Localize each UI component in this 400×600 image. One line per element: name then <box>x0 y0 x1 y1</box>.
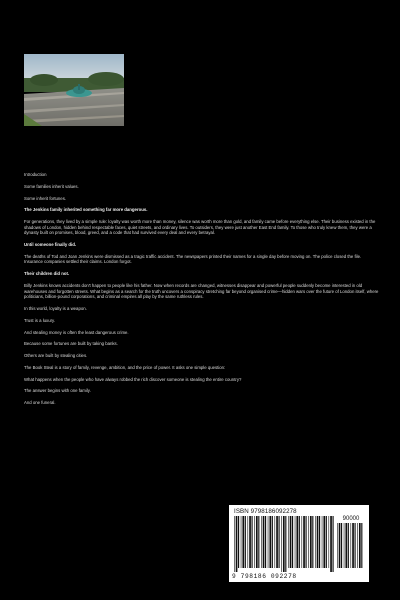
barcode-bar <box>330 516 332 572</box>
barcode-bar <box>361 523 362 568</box>
barcode-bar <box>302 516 303 568</box>
blurb-paragraph: Billy Jenkins knows accidents don't happen to people like his father. Now when records are changed, witnesses disappear and powerful people suddenly become interested in old warehouses and forgotten streets. What begins as a search for the truth uncovers a conspiracy stretching far beyond organised crime—hidden wars over the future of London itself, where politicians, billion-pound corporations, and criminal empires all play by the same ruthless rules. <box>24 283 379 300</box>
barcode-bar <box>269 516 271 568</box>
barcode-bar <box>357 523 358 568</box>
barcode-bar <box>275 516 276 568</box>
barcode-bar <box>319 516 320 568</box>
cover-photo-image <box>24 54 124 126</box>
barcode-bar <box>263 516 265 568</box>
barcode-bar <box>252 516 253 568</box>
barcode-bar <box>299 516 300 568</box>
barcode-bar <box>333 516 334 572</box>
barcode-bar <box>317 516 319 568</box>
barcode-bar <box>295 516 296 568</box>
barcode-bar <box>310 516 312 568</box>
barcode-bar <box>345 523 347 568</box>
barcode-bar <box>341 523 342 568</box>
barcode-bar <box>256 516 258 568</box>
price-code: 90000 <box>342 516 360 522</box>
blurb-paragraph: Until someone finally did. <box>24 242 77 248</box>
barcode-box <box>229 505 369 582</box>
blurb-paragraph: What happens when the people who have always robbed the rich discover someone is stealing the entire country? <box>24 376 242 382</box>
blurb-paragraph: Introduction <box>24 172 47 177</box>
cover-photo <box>24 54 124 126</box>
barcode-bar <box>242 516 244 568</box>
blurb-paragraph: The answer begins with one family. <box>24 388 91 394</box>
barcode-bar <box>268 516 269 568</box>
barcode-bar <box>292 516 293 568</box>
blurb-paragraph: In this world, loyalty is a weapon. <box>24 306 87 311</box>
barcode-bar <box>351 523 352 568</box>
blurb-paragraph: Some families inherit values. <box>24 183 79 189</box>
price-addon-barcode <box>337 523 365 572</box>
barcode-bar <box>261 516 262 568</box>
blurb-paragraph: The deaths of Tod and Joan Jenkins were dismissed as a tragic traffic accident. The newspapers printed their names for a single day before moving on. The police closed the file. Insurance companies settled their claims. London forgot. <box>24 253 362 265</box>
barcode-bar <box>348 523 349 568</box>
barcode-bar <box>279 516 280 568</box>
blurb-paragraph: Because some fortunes are built by taking banks. <box>24 341 118 347</box>
barcode-bar <box>241 516 242 568</box>
barcode-bar <box>329 516 330 568</box>
blurb-paragraph: Trust is a luxury. <box>24 317 56 323</box>
barcode-bar <box>312 516 313 568</box>
barcode-bar <box>248 516 249 568</box>
barcode-bar <box>322 516 323 568</box>
barcode-bar <box>272 516 273 568</box>
blurb-paragraph: The Jenkins family inherited something far more dangerous. <box>24 207 148 213</box>
barcode-bar <box>288 516 289 568</box>
blurb-paragraph: And stealing money is often the least dangerous crime. <box>24 329 129 335</box>
blurb-paragraph: And one funeral. <box>24 400 56 406</box>
blurb-paragraph: The Book Steal is a story of family, revenge, ambition, and the price of power. It asks one simple question: <box>24 364 226 370</box>
blurb-paragraph: Some inherit fortunes. <box>24 195 67 201</box>
barcode-bar <box>238 516 239 568</box>
ean-barcode <box>234 516 334 572</box>
barcode-bar <box>359 523 361 568</box>
barcode-bar <box>323 516 325 568</box>
barcode-bar <box>344 523 345 568</box>
barcode-bar <box>337 523 338 568</box>
barcode-bar <box>315 516 316 568</box>
blurb-paragraph: For generations, they lived by a simple rule: loyalty was worth more than money, silence was worth more than gold, and family came before everything else. Their business existed in the shadows of London, hidden behind respectable faces, quiet streets, and ordinary lives. To outsiders, they were just another East End family. To those who truly knew them, they were a dynasty built on promises, blood, greed, and a code that had survived every deal and every betrayal. <box>24 219 376 236</box>
isbn-label: ISBN 9798186092278 <box>234 508 297 515</box>
barcode-bar <box>258 516 259 568</box>
back-cover-blurb <box>24 172 380 412</box>
barcode-bar <box>285 516 286 572</box>
barcode-bar <box>290 516 292 568</box>
barcode-bar <box>326 516 327 568</box>
barcode-bar <box>306 516 307 568</box>
barcode-bar <box>352 523 354 568</box>
barcode-bar <box>339 523 341 568</box>
barcode-bar <box>245 516 246 568</box>
barcode-bar <box>234 516 235 572</box>
barcode-bar <box>296 516 298 568</box>
barcode-bar <box>236 516 238 572</box>
barcode-bar <box>303 516 305 568</box>
barcode-bar <box>281 516 282 572</box>
blurb-paragraph: Others are built by stealing cities. <box>24 353 88 359</box>
barcode-bar <box>308 516 309 568</box>
isbn-digits: 9 798186 092278 <box>232 573 297 580</box>
barcode-bar <box>254 516 255 568</box>
blurb-paragraph: Their children did not. <box>24 271 70 277</box>
barcode-bar <box>276 516 278 568</box>
barcode-bar <box>283 516 285 572</box>
barcode-bar <box>355 523 356 568</box>
barcode-bar <box>249 516 251 568</box>
barcode-bar <box>265 516 266 568</box>
